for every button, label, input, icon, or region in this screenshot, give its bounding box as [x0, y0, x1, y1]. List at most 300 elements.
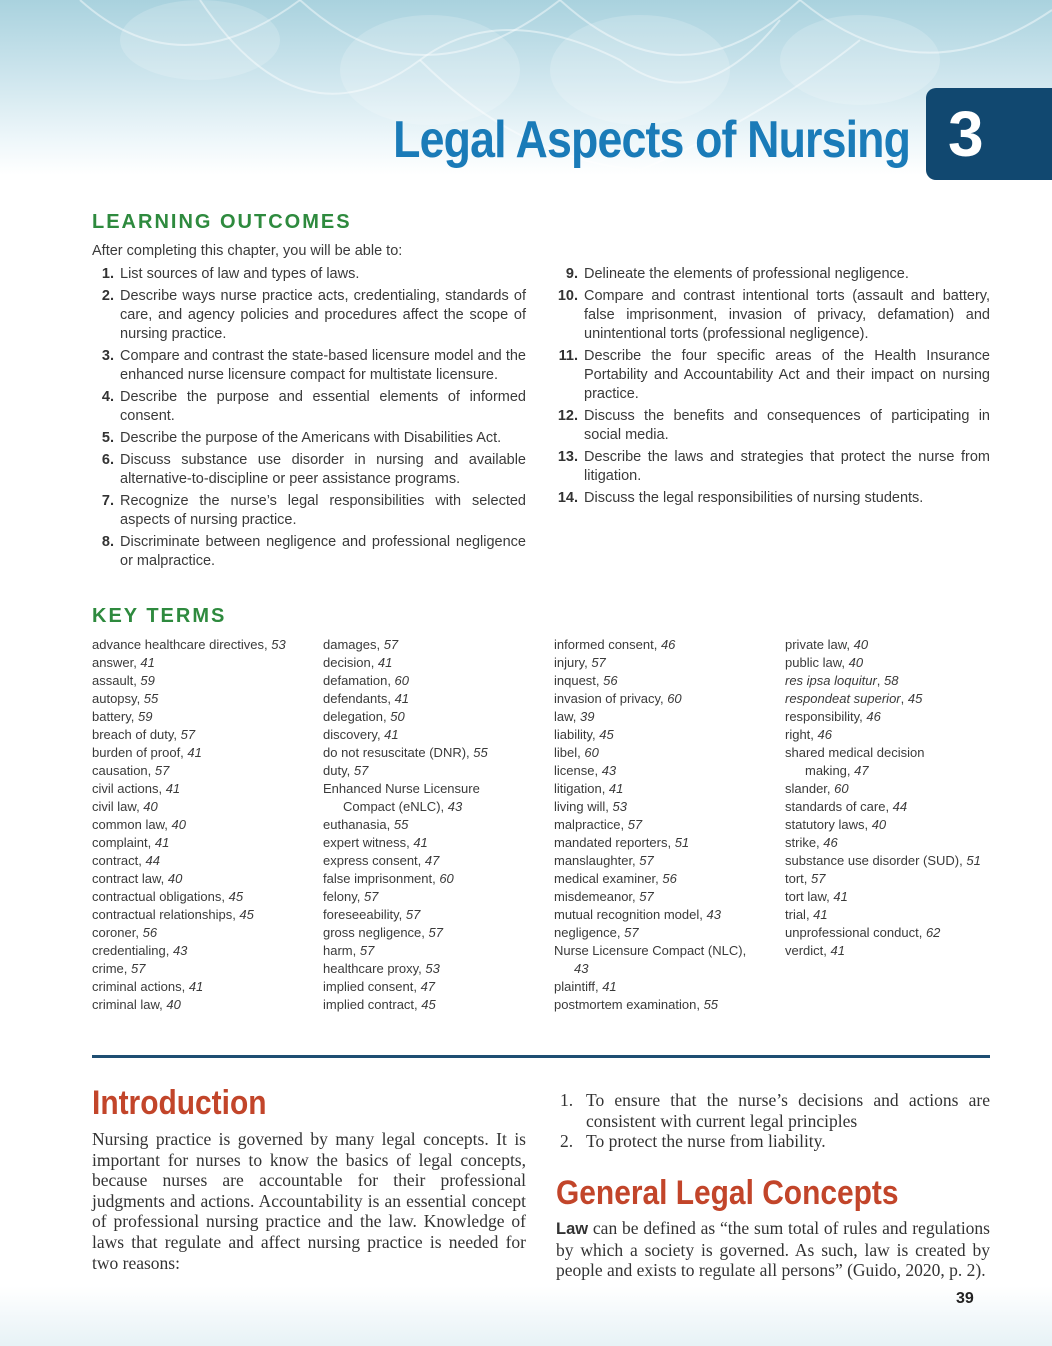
key-term: license,	[554, 763, 602, 778]
key-term-page: 57	[154, 763, 170, 778]
key-term-item	[92, 960, 317, 978]
key-term-page: 46	[660, 637, 676, 652]
key-term-page: 47	[420, 979, 436, 994]
learning-outcome-item	[556, 347, 990, 404]
key-term: manslaughter,	[554, 853, 640, 868]
learning-outcomes-intro: After completing this chapter, you will be able to:	[92, 243, 403, 259]
key-term-page: 40	[143, 799, 158, 814]
chapter-title: Legal Aspects of Nursing	[393, 111, 910, 169]
key-term-page: 41	[830, 943, 845, 958]
key-term-item	[323, 654, 548, 672]
key-term-item	[92, 636, 317, 654]
key-term-item	[92, 798, 317, 816]
key-term-page: 40	[167, 871, 183, 886]
key-term: respondeat superior	[785, 691, 901, 706]
key-term-item	[323, 636, 548, 654]
key-term-page: 40	[848, 655, 864, 670]
key-term: res ipsa loquitur	[785, 673, 877, 688]
key-term-item	[785, 816, 1010, 834]
key-term-page: 45	[239, 907, 254, 922]
key-term-item	[92, 978, 317, 996]
learning-outcome-item	[556, 407, 990, 445]
key-term-page: 41	[154, 835, 170, 850]
key-term-page: 57	[363, 889, 379, 904]
outcome-number: 9.	[565, 266, 578, 282]
key-term-page: 43	[574, 961, 589, 976]
key-term-item	[785, 780, 1010, 798]
outcome-number: 10.	[557, 288, 578, 304]
key-term-item	[323, 888, 548, 906]
key-term-item	[92, 906, 317, 924]
key-term-item	[92, 744, 317, 762]
key-term-item	[554, 996, 779, 1014]
key-term-page: 40	[171, 817, 186, 832]
key-term-item	[92, 834, 317, 852]
key-term-item	[554, 726, 779, 744]
key-term: decision,	[323, 655, 378, 670]
key-term-page: 60	[439, 871, 454, 886]
learning-outcome-item	[92, 347, 526, 385]
key-term-page: 53	[425, 961, 440, 976]
key-term-item	[92, 726, 317, 744]
key-term: express consent,	[323, 853, 425, 868]
key-term-item	[323, 852, 548, 870]
outcome-text: Compare and contrast the state-based licensure model and the enhanced nurse licensure compact for multistate licensure.	[120, 348, 526, 383]
key-term-item	[554, 924, 779, 942]
key-term-item	[554, 654, 779, 672]
outcome-text: Describe ways nurse practice acts, credentialing, standards of care, and agency policies and procedures affect the scope of nursing practice.	[120, 288, 526, 342]
outcome-number: 11.	[558, 348, 578, 364]
key-term-item	[554, 762, 779, 780]
key-term: misdemeanor,	[554, 889, 640, 904]
key-term-page: 56	[142, 925, 158, 940]
key-term-page: 41	[394, 691, 410, 706]
key-term-page: 57	[624, 925, 639, 940]
general-legal-concepts-body	[556, 1218, 990, 1281]
outcome-text: Discuss substance use disorder in nursing and available alternative-to-discipline or peer assistance programs.	[120, 452, 526, 487]
key-term-item	[554, 708, 779, 726]
key-term: expert witness,	[323, 835, 414, 850]
key-term-item	[785, 798, 1010, 816]
key-term: autopsy,	[92, 691, 144, 706]
key-term-page: 45	[228, 889, 244, 904]
learning-outcome-item	[556, 265, 990, 284]
key-term: public law,	[785, 655, 849, 670]
key-term-page: 43	[447, 799, 463, 814]
key-term-item	[92, 996, 317, 1014]
key-term-item	[92, 816, 317, 834]
key-term-page: 51	[966, 853, 981, 868]
key-term: living will,	[554, 799, 613, 814]
key-term-page: 57	[359, 943, 375, 958]
key-term: crime,	[92, 961, 131, 976]
outcome-number: 4.	[101, 389, 114, 405]
key-term-item	[323, 672, 548, 690]
key-term: gross negligence,	[323, 925, 429, 940]
outcome-text: Describe the purpose and essential elements of informed consent.	[120, 389, 526, 424]
key-term: Compact (eNLC),	[343, 799, 448, 814]
key-term: battery,	[92, 709, 139, 724]
key-term-page: 40	[871, 817, 887, 832]
learning-outcome-item	[92, 388, 526, 426]
key-term: substance use disorder (SUD),	[785, 853, 967, 868]
key-term-page: 45	[421, 997, 436, 1012]
key-term-page: 60	[667, 691, 682, 706]
key-term-item	[554, 942, 779, 960]
key-term: libel,	[554, 745, 585, 760]
key-term-page: 57	[811, 871, 826, 886]
key-term-page: 53	[271, 637, 286, 652]
key-term-page: 43	[706, 907, 721, 922]
key-term-page: 47	[854, 763, 869, 778]
key-term: false imprisonment,	[323, 871, 440, 886]
reason-text: To ensure that the nurse’s decisions and actions are consistent with current legal principles	[586, 1090, 990, 1131]
key-term-item	[92, 654, 317, 672]
key-term: strike,	[785, 835, 824, 850]
key-term-item	[92, 672, 317, 690]
key-term-page: 59	[138, 709, 153, 724]
key-term-item	[323, 906, 548, 924]
outcome-text: Describe the purpose of the Americans with Disabilities Act.	[120, 430, 502, 446]
key-term: contract,	[92, 853, 146, 868]
learning-outcome-item	[556, 448, 990, 486]
key-term-item	[92, 924, 317, 942]
chapter-number-badge: 3	[926, 88, 1052, 180]
key-term-page: 45	[599, 727, 614, 742]
key-term-item	[785, 654, 1010, 672]
key-terms-column-4	[785, 636, 1010, 960]
key-term-item	[785, 762, 1010, 780]
key-term: standards of care,	[785, 799, 893, 814]
reason-item	[560, 1090, 990, 1131]
key-term-page: 59	[140, 673, 155, 688]
key-term-page: 41	[188, 979, 204, 994]
outcome-number: 7.	[101, 493, 114, 509]
key-term-page: 50	[390, 709, 405, 724]
key-term-page: 57	[405, 907, 421, 922]
outcome-number: 14.	[557, 490, 578, 506]
key-term-page: 55	[473, 745, 488, 760]
key-term-item	[323, 762, 548, 780]
key-term: unprofessional conduct,	[785, 925, 926, 940]
key-term: responsibility,	[785, 709, 867, 724]
key-term: law,	[554, 709, 581, 724]
key-term-page: 41	[413, 835, 428, 850]
key-terms-column-1	[92, 636, 317, 1014]
key-term: mandated reporters,	[554, 835, 675, 850]
key-term-item	[554, 960, 779, 978]
key-term: Enhanced Nurse Licensure	[323, 781, 480, 796]
reason-number: 2.	[560, 1131, 574, 1152]
key-term-item	[554, 780, 779, 798]
section-divider	[92, 1055, 990, 1058]
key-term-page: 51	[674, 835, 690, 850]
key-term: credentialing,	[92, 943, 173, 958]
introduction-body: Nursing practice is governed by many legal concepts. It is important for nurses to know the basics of legal concepts, because nurses are accountable for their professional judgments and actions. Accountability is an essential concept of professional nursing practice and the law. Knowledge of laws that regulate and affect nursing practice is needed for two reasons:	[92, 1129, 526, 1273]
key-term: invasion of privacy,	[554, 691, 668, 706]
key-term: contract law,	[92, 871, 168, 886]
outcome-text: Describe the four specific areas of the Health Insurance Portability and Accountability Act and their impact on nursing practice.	[584, 348, 990, 402]
outcome-number: 2.	[101, 288, 114, 304]
key-term-item	[323, 708, 548, 726]
key-term: implied consent,	[323, 979, 421, 994]
key-term-item	[323, 924, 548, 942]
key-term: malpractice,	[554, 817, 628, 832]
key-term: postmortem examination,	[554, 997, 704, 1012]
key-term: litigation,	[554, 781, 609, 796]
key-term: trial,	[785, 907, 814, 922]
key-term-page: 40	[166, 997, 181, 1012]
key-term: informed consent,	[554, 637, 661, 652]
key-term: negligence,	[554, 925, 625, 940]
learning-outcomes-list-left	[92, 265, 526, 574]
key-term-item	[323, 834, 548, 852]
key-term-page: 55	[703, 997, 719, 1012]
key-term-item	[785, 708, 1010, 726]
key-term-page: 57	[591, 655, 606, 670]
key-term-item	[785, 744, 1010, 762]
reason-item	[560, 1131, 990, 1152]
key-term-item	[554, 834, 779, 852]
key-term: verdict,	[785, 943, 831, 958]
key-term: damages,	[323, 637, 384, 652]
key-terms-heading: KEY TERMS	[92, 605, 227, 627]
key-term-item	[323, 744, 548, 762]
key-term-page: 45	[907, 691, 923, 706]
key-term-item	[554, 690, 779, 708]
key-term-item	[554, 744, 779, 762]
key-term: duty,	[323, 763, 354, 778]
key-term-page: 46	[823, 835, 838, 850]
learning-outcome-item	[556, 489, 990, 508]
key-term-page: 60	[584, 745, 599, 760]
key-term: healthcare proxy,	[323, 961, 426, 976]
law-definition: can be defined as “the sum total of rules and regulations by which a society is governed. As such, law is created by people and exists to regulate all persons” (Guido, 2020, p. 2).	[556, 1218, 990, 1281]
key-term: liability,	[554, 727, 600, 742]
key-term-page: 55	[143, 691, 159, 706]
key-term-page: 41	[165, 781, 181, 796]
law-term: Law	[556, 1220, 589, 1238]
key-term-page: 41	[187, 745, 202, 760]
key-term: defamation,	[323, 673, 395, 688]
outcome-text: Compare and contrast intentional torts (assault and battery, false imprisonment, invasion of privacy, defamation) and unintentional torts (professional negligence).	[584, 288, 990, 342]
key-term-page: 60	[834, 781, 849, 796]
key-term-item	[785, 942, 1010, 960]
key-term-item	[323, 942, 548, 960]
key-term-item	[785, 834, 1010, 852]
key-term: criminal law,	[92, 997, 167, 1012]
key-term: burden of proof,	[92, 745, 188, 760]
key-term-item	[92, 762, 317, 780]
introduction-heading: Introduction	[92, 1084, 267, 1122]
reason-number: 1.	[560, 1090, 574, 1110]
key-term-item	[785, 924, 1010, 942]
outcome-text: Discuss the legal responsibilities of nursing students.	[584, 490, 924, 506]
key-term: felony,	[323, 889, 364, 904]
key-term: harm,	[323, 943, 360, 958]
key-term: coroner,	[92, 925, 143, 940]
key-term-item	[323, 798, 548, 816]
key-terms-column-3	[554, 636, 779, 1014]
learning-outcome-item	[92, 451, 526, 489]
key-term: advance healthcare directives,	[92, 637, 272, 652]
key-term: right,	[785, 727, 818, 742]
outcome-text: Discuss the benefits and consequences of participating in social media.	[584, 408, 990, 443]
key-term: injury,	[554, 655, 592, 670]
key-term: answer,	[92, 655, 141, 670]
key-term-item	[554, 798, 779, 816]
outcome-number: 3.	[101, 348, 114, 364]
key-term-item	[785, 870, 1010, 888]
introduction-reasons-list	[560, 1090, 990, 1152]
key-term-item	[323, 690, 548, 708]
key-term: inquest,	[554, 673, 604, 688]
footer-background	[0, 1286, 1052, 1346]
key-term-page: 41	[833, 889, 848, 904]
key-term-page: 41	[140, 655, 155, 670]
learning-outcomes-heading: LEARNING OUTCOMES	[92, 211, 352, 233]
outcome-number: 6.	[101, 452, 114, 468]
key-term-page: 41	[377, 655, 393, 670]
key-term-item	[554, 672, 779, 690]
key-term-item	[92, 780, 317, 798]
learning-outcome-item	[92, 265, 526, 284]
key-term-item	[323, 978, 548, 996]
page-number: 39	[956, 1290, 974, 1307]
key-term-item	[92, 708, 317, 726]
key-term-item	[92, 870, 317, 888]
key-term: Nurse Licensure Compact (NLC),	[554, 943, 747, 958]
key-term: statutory laws,	[785, 817, 872, 832]
learning-outcome-item	[92, 429, 526, 448]
key-term: discovery,	[323, 727, 385, 742]
key-term-page: 46	[866, 709, 881, 724]
key-term-item	[323, 996, 548, 1014]
key-term: shared medical decision	[785, 745, 925, 760]
key-term: delegation,	[323, 709, 391, 724]
key-term-item	[92, 690, 317, 708]
key-term-page: 41	[602, 979, 617, 994]
key-term-page: 62	[925, 925, 941, 940]
key-term-item: respondeat superior, 45	[785, 691, 923, 706]
key-term-item	[323, 726, 548, 744]
key-term-item	[785, 726, 1010, 744]
key-term-page: 44	[145, 853, 160, 868]
key-term-page: 43	[172, 943, 188, 958]
key-term-item	[92, 942, 317, 960]
key-term-page: 40	[853, 637, 869, 652]
key-term: implied contract,	[323, 997, 422, 1012]
learning-outcomes-list-right	[556, 265, 990, 511]
key-term-page: 46	[817, 727, 832, 742]
key-term-item	[785, 636, 1010, 654]
key-term-page: 60	[394, 673, 410, 688]
key-term: foreseeability,	[323, 907, 406, 922]
key-term-page: 57	[639, 853, 654, 868]
key-term-item	[323, 870, 548, 888]
key-term: contractual obligations,	[92, 889, 229, 904]
key-term-item	[554, 870, 779, 888]
outcome-text: Describe the laws and strategies that protect the nurse from litigation.	[584, 449, 990, 484]
key-term: contractual relationships,	[92, 907, 240, 922]
key-term: common law,	[92, 817, 172, 832]
key-term-page: 44	[892, 799, 908, 814]
key-term-item	[554, 888, 779, 906]
key-term-page: 41	[608, 781, 624, 796]
outcome-number: 8.	[101, 534, 114, 550]
key-term-item	[554, 816, 779, 834]
outcome-text: Delineate the elements of professional negligence.	[584, 266, 909, 282]
key-term: complaint,	[92, 835, 155, 850]
key-term: making,	[805, 763, 855, 778]
key-term: tort law,	[785, 889, 834, 904]
key-term-item	[554, 636, 779, 654]
outcome-number: 5.	[101, 430, 114, 446]
key-term-page: 57	[627, 817, 643, 832]
key-term-item	[554, 978, 779, 996]
key-term: euthanasia,	[323, 817, 394, 832]
key-term: slander,	[785, 781, 835, 796]
key-term-page: 57	[131, 961, 146, 976]
key-term-item	[92, 888, 317, 906]
key-term: civil actions,	[92, 781, 166, 796]
key-term-page: 41	[384, 727, 399, 742]
outcome-number: 13.	[557, 449, 578, 465]
reason-text: To protect the nurse from liability.	[586, 1131, 826, 1152]
key-term-page: 57	[383, 637, 399, 652]
key-terms-column-2	[323, 636, 548, 1014]
learning-outcome-item	[92, 492, 526, 530]
outcome-text: Discriminate between negligence and professional negligence or malpractice.	[120, 534, 526, 569]
key-term-item	[323, 816, 548, 834]
key-term-page: 53	[612, 799, 627, 814]
key-term-item	[554, 852, 779, 870]
outcome-number: 1.	[101, 266, 114, 282]
key-term: plaintiff,	[554, 979, 603, 994]
key-term: criminal actions,	[92, 979, 189, 994]
outcome-text: Recognize the nurse’s legal responsibilities with selected aspects of nursing practice.	[120, 493, 526, 528]
learning-outcome-item	[92, 287, 526, 344]
key-term-item	[323, 960, 548, 978]
key-term: civil law,	[92, 799, 144, 814]
key-term-page: 39	[580, 709, 595, 724]
key-term-page: 55	[393, 817, 409, 832]
key-term: tort,	[785, 871, 812, 886]
key-term-page: 41	[813, 907, 828, 922]
key-term: assault,	[92, 673, 141, 688]
key-term-page: 56	[603, 673, 618, 688]
key-term-item	[785, 888, 1010, 906]
key-term: breach of duty,	[92, 727, 181, 742]
key-term-page: 57	[639, 889, 654, 904]
learning-outcome-item	[92, 533, 526, 571]
key-term-page: 58	[884, 673, 899, 688]
key-term-page: 57	[180, 727, 196, 742]
key-term-item	[554, 906, 779, 924]
outcome-text: List sources of law and types of laws.	[120, 266, 360, 282]
key-term-page: 57	[428, 925, 443, 940]
key-term-page: 56	[662, 871, 677, 886]
key-term-page: 47	[424, 853, 440, 868]
key-term: causation,	[92, 763, 155, 778]
key-term-item	[785, 906, 1010, 924]
key-term: mutual recognition model,	[554, 907, 707, 922]
outcome-number: 12.	[557, 408, 578, 424]
key-term-item	[323, 780, 548, 798]
key-term-page: 43	[601, 763, 617, 778]
key-term: medical examiner,	[554, 871, 663, 886]
key-term-page: 57	[353, 763, 369, 778]
